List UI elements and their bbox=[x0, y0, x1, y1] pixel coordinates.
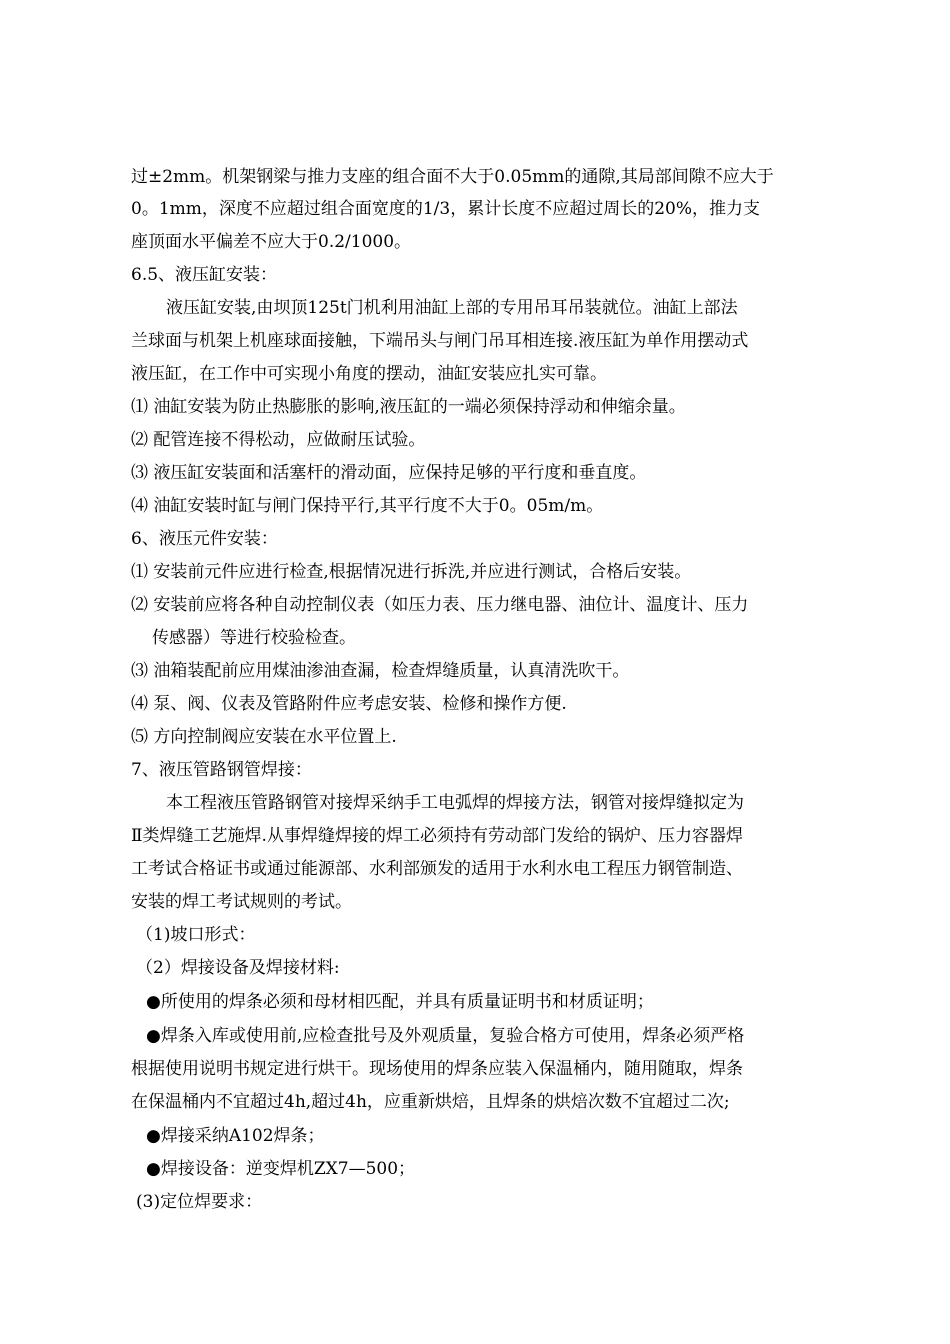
text-line: 兰球面与机架上机座球面接触，下端吊头与闸门吊耳相连接.液压缸为单作用摆动式 bbox=[131, 331, 749, 351]
subsection-heading: （2）焊接设备及焊接材料: bbox=[136, 958, 340, 978]
subsection-heading: (3)定位焊要求： bbox=[136, 1192, 263, 1212]
text-line: 安装的焊工考试规则的考试。 bbox=[131, 892, 352, 912]
list-item: ⑶ 油箱装配前应用煤油渗油查漏，检查焊缝质量，认真清洗吹干。 bbox=[131, 661, 630, 681]
section-heading: 6、液压元件安装： bbox=[131, 529, 278, 549]
list-item: ⑷ 泵、阀、仪表及管路附件应考虑安装、检修和操作方便. bbox=[131, 694, 567, 714]
bullet-item: ●焊条入库或使用前,应检查批号及外观质量，复验合格方可使用，焊条必须严格 bbox=[146, 1026, 745, 1046]
list-item: ⑶ 液压缸安装面和活塞杆的滑动面，应保持足够的平行度和垂直度。 bbox=[131, 463, 647, 483]
section-heading: 7、液压管路钢管焊接： bbox=[131, 760, 312, 780]
text-line: 在保温桶内不宜超过4h,超过4h，应重新烘焙，且焊条的烘焙次数不宜超过二次; bbox=[131, 1092, 730, 1112]
text-line: 座顶面水平偏差不应大于0.2/1000。 bbox=[131, 232, 412, 252]
text-line: 本工程液压管路钢管对接焊采纳手工电弧焊的焊接方法，钢管对接焊缝拟定为 bbox=[166, 793, 744, 813]
text-line: Ⅱ类焊缝工艺施焊.从事焊缝焊接的焊工必须持有劳动部门发给的锅炉、压力容器焊 bbox=[131, 826, 743, 846]
list-item: ⑴ 油缸安装为防止热膨胀的影响,液压缸的一端必须保持浮动和伸缩余量。 bbox=[131, 397, 686, 417]
text-line: 工考试合格证书或通过能源部、水利部颁发的适用于水利水电工程压力钢管制造、 bbox=[131, 859, 743, 879]
text-line: 根据使用说明书规定进行烘干。现场使用的焊条应装入保温桶内，随用随取，焊条 bbox=[131, 1059, 743, 1079]
bullet-item: ●所使用的焊条必须和母材相匹配，并具有质量证明书和材质证明； bbox=[146, 992, 654, 1012]
text-line: 液压缸安装,由坝顶125t门机利用油缸上部的专用吊耳吊装就位。油缸上部法 bbox=[166, 298, 738, 318]
text-line: 0。1mm，深度不应超过组合面宽度的1/3，累计长度不应超过周长的20%，推力支 bbox=[131, 199, 761, 219]
list-item: ⑴ 安装前元件应进行检查,根据情况进行拆洗,并应进行测试，合格后安装。 bbox=[131, 562, 692, 582]
text-line: 液压缸，在工作中可实现小角度的摆动，油缸安装应扎实可靠。 bbox=[131, 364, 607, 384]
list-item: ⑵ 配管连接不得松动，应做耐压试验。 bbox=[131, 430, 426, 450]
list-item: ⑵ 安装前应将各种自动控制仪表（如压力表、压力继电器、油位计、温度计、压力 bbox=[131, 595, 749, 615]
bullet-item: ●焊接设备：逆变焊机ZX7—500； bbox=[146, 1159, 416, 1179]
list-item: ⑷ 油缸安装时缸与闸门保持平行,其平行度不大于0。05m/m。 bbox=[131, 496, 604, 516]
bullet-item: ●焊接采纳A102焊条； bbox=[146, 1126, 325, 1146]
section-heading: 6.5、液压缸安装： bbox=[131, 265, 278, 285]
list-item-continuation: 传感器）等进行校验检查。 bbox=[152, 628, 356, 648]
text-line: 过±2mm。机架钢梁与推力支座的组合面不大于0.05mm的通隙,其局部间隙不应大于 bbox=[131, 167, 774, 187]
list-item: ⑸ 方向控制阀应安装在水平位置上. bbox=[131, 727, 397, 747]
subsection-heading: （1)坡口形式： bbox=[136, 925, 256, 945]
